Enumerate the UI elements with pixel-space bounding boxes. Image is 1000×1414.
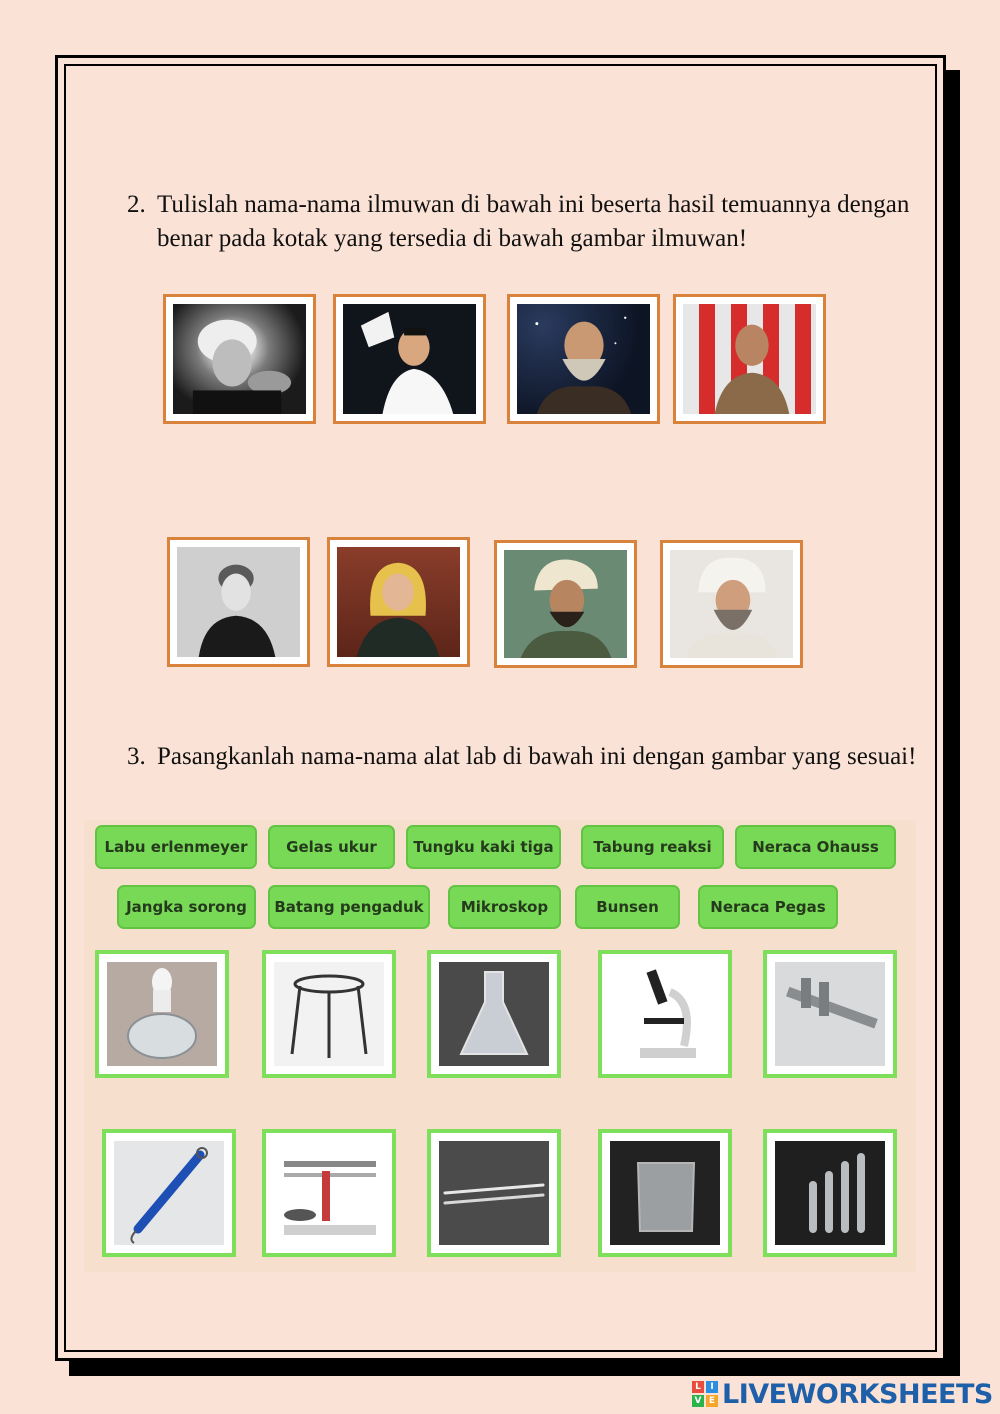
beaker-icon — [610, 1141, 720, 1245]
label-gelas-ukur[interactable]: Gelas ukur — [268, 825, 395, 869]
tool-image-microscope[interactable] — [598, 950, 732, 1078]
scientist-1-image — [173, 304, 306, 414]
spirit-lamp-icon — [107, 962, 217, 1066]
label-labu-erlenmeyer[interactable]: Labu erlenmeyer — [95, 825, 257, 869]
tool-image-vernier-caliper[interactable] — [763, 950, 897, 1078]
scientist-5-image — [177, 547, 300, 657]
scientist-photo-7 — [494, 540, 637, 668]
ohaus-balance-icon — [274, 1141, 384, 1245]
tripod-icon — [274, 962, 384, 1066]
scientist-photo-6 — [327, 537, 470, 667]
tool-image-beaker[interactable] — [598, 1129, 732, 1257]
liveworksheets-logo-icon — [692, 1381, 718, 1407]
logo-letter-l: L — [692, 1381, 704, 1393]
scientist-photo-5 — [167, 537, 310, 667]
scientist-photo-4 — [673, 294, 826, 424]
scientist-2-image — [343, 304, 476, 414]
scientist-photo-1 — [163, 294, 316, 424]
stirring-rod-icon — [439, 1141, 549, 1245]
tool-image-stirring-rod[interactable] — [427, 1129, 561, 1257]
tool-image-erlenmeyer-flask[interactable] — [427, 950, 561, 1078]
label-neraca-ohauss[interactable]: Neraca Ohauss — [735, 825, 896, 869]
tool-image-test-tubes[interactable] — [763, 1129, 897, 1257]
liveworksheets-logo — [692, 1378, 993, 1410]
tool-image-spring-balance[interactable] — [102, 1129, 236, 1257]
label-tungku-kaki-tiga[interactable]: Tungku kaki tiga — [406, 825, 561, 869]
label-bunsen[interactable]: Bunsen — [575, 885, 680, 929]
tool-image-ohaus-balance[interactable] — [262, 1129, 396, 1257]
erlenmeyer-flask-icon — [439, 962, 549, 1066]
question-2-text: Tulislah nama-nama ilmuwan di bawah ini beserta hasil temuannya dengan benar pada kotak yang tersedia di bawah gambar ilmuwan! — [157, 191, 910, 252]
vernier-caliper-icon — [775, 962, 885, 1066]
scientist-8-image — [670, 550, 793, 658]
liveworksheets-wordmark: LIVEWORKSHEETS — [722, 1378, 993, 1410]
logo-letter-v: V — [692, 1395, 704, 1407]
spring-balance-icon — [114, 1141, 224, 1245]
question-2-number: 2. — [127, 191, 146, 218]
tool-image-spirit-lamp[interactable] — [95, 950, 229, 1078]
test-tubes-icon — [775, 1141, 885, 1245]
label-tabung-reaksi[interactable]: Tabung reaksi — [581, 825, 724, 869]
scientist-4-image — [683, 304, 816, 414]
question-3-number: 3. — [127, 743, 146, 770]
scientist-3-image — [517, 304, 650, 414]
question-3-text: Pasangkanlah nama-nama alat lab di bawah ini dengan gambar yang sesuai! — [157, 743, 917, 770]
label-mikroskop[interactable]: Mikroskop — [448, 885, 561, 929]
scientist-photo-8 — [660, 540, 803, 668]
microscope-icon — [610, 962, 720, 1066]
label-neraca-pegas[interactable]: Neraca Pegas — [698, 885, 838, 929]
scientist-photo-2 — [333, 294, 486, 424]
scientist-7-image — [504, 550, 627, 658]
logo-letter-i: I — [706, 1381, 718, 1393]
scientist-6-image — [337, 547, 460, 657]
scientist-photo-3 — [507, 294, 660, 424]
logo-letter-e: E — [706, 1395, 718, 1407]
label-jangka-sorong[interactable]: Jangka sorong — [117, 885, 256, 929]
label-batang-pengaduk[interactable]: Batang pengaduk — [268, 885, 430, 929]
tool-image-tripod[interactable] — [262, 950, 396, 1078]
